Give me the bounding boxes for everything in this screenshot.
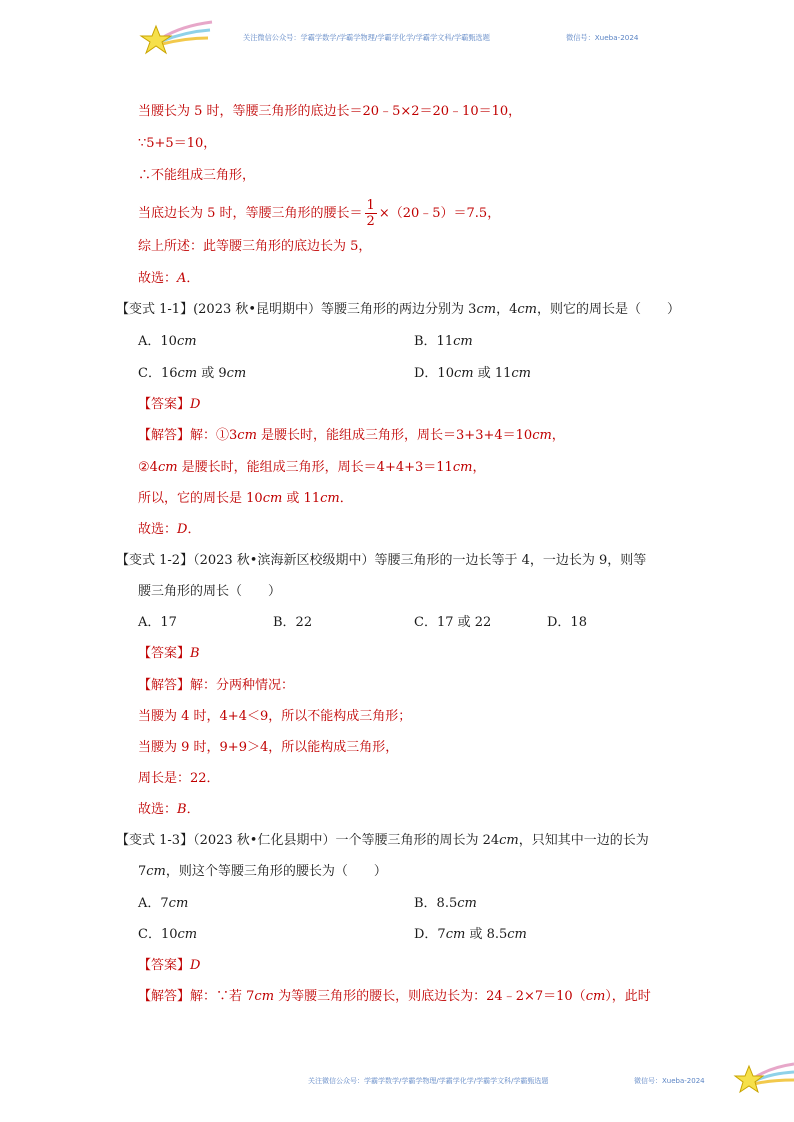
question-tag: 【变式 1-1】 <box>116 302 194 317</box>
question-tag: 【变式 1-2】 <box>116 553 194 568</box>
header-banner-text: 关注微信公众号：学霸学数学/学霸学物理/学霸学化学/学霸学文科/学霸甄选题 <box>243 33 490 42</box>
intro-line-4-suffix: ×（20﹣5）＝7.5， <box>378 206 501 221</box>
unit: cm <box>226 366 247 381</box>
question-1-3-stem-2 <box>138 863 387 881</box>
stem-part: ，则这个等腰三角形的腰长为（ ） <box>165 864 387 879</box>
choice-answer: B <box>177 802 187 817</box>
choice-end: ． <box>186 802 200 817</box>
solution-text: 所以，它的周长是 10 <box>138 491 263 506</box>
stem-part: (2023 秋•昆明期中）等腰三角形的两边分别为 3 <box>193 302 477 317</box>
shooting-star-logo-icon <box>732 1058 794 1098</box>
unit: cm <box>168 896 189 911</box>
unit: cm <box>176 334 197 349</box>
question-1-3-stem-1 <box>116 832 649 850</box>
stem-part: ，4 <box>496 302 518 317</box>
intro-line-2: ∵5+5＝10， <box>138 136 217 151</box>
unit: cm <box>453 334 473 349</box>
answer-line <box>138 645 200 663</box>
stem-part: ，只知其中一边的长为 <box>518 833 649 848</box>
unit: cm <box>177 366 198 381</box>
unit: cm <box>177 927 198 942</box>
solution-line-4: 周长是：22． <box>138 771 220 786</box>
unit: cm <box>237 428 257 443</box>
choice-line <box>138 521 200 539</box>
option-b <box>414 333 473 351</box>
choice-end: ． <box>186 271 200 286</box>
page-header <box>0 0 794 60</box>
unit: cm <box>517 302 537 317</box>
intro-line-1: 当腰长为 5 时，等腰三角形的底边长＝20﹣5×2＝20﹣10＝10， <box>138 104 522 119</box>
intro-line-5: 综上所述：此等腰三角形的底边长为 5， <box>138 239 372 254</box>
unit: cm <box>445 927 466 942</box>
solution-text: 解：分两种情况： <box>190 678 295 693</box>
solution-text: 或 11 <box>282 491 321 506</box>
unit: cm <box>511 366 531 381</box>
solution-line-2 <box>138 459 485 477</box>
solution-text: ， <box>551 428 565 443</box>
unit: cm <box>457 896 477 911</box>
solution-text: ． <box>339 491 353 506</box>
question-1-1-stem <box>116 301 680 319</box>
question-1-2-stem-2: 腰三角形的周长（ ） <box>138 584 282 599</box>
solution-text: ②4 <box>138 460 158 475</box>
unit: cm <box>320 491 340 506</box>
option-b <box>414 895 477 913</box>
stem-part: （2023 秋•仁化县期中）一个等腰三角形的周长为 24 <box>193 833 500 848</box>
solution-label: 【解答】 <box>138 428 191 443</box>
option-d <box>414 926 527 944</box>
unit: cm <box>453 366 474 381</box>
option-text: 或 11 <box>473 366 512 381</box>
answer-label: 【答案】 <box>138 397 191 412</box>
intro-line-3: ∴不能组成三角形， <box>138 168 256 183</box>
option-a: A．17 <box>138 615 177 630</box>
option-b: B．22 <box>273 615 313 630</box>
option-text: D．10 <box>414 366 454 381</box>
answer-label: 【答案】 <box>138 958 191 973</box>
option-text: D．7 <box>414 927 446 942</box>
solution-line-1 <box>138 427 565 445</box>
solution-text: ），此时 <box>605 989 651 1004</box>
shooting-star-logo-icon <box>138 18 214 60</box>
answer-line <box>138 396 200 414</box>
stem-part: ，则它的周长是（ ） <box>536 302 680 317</box>
fraction-denominator: 2 <box>366 214 375 229</box>
solution-text: 解：∵若 7 <box>190 989 255 1004</box>
solution-line-1 <box>138 677 294 695</box>
stem-part: （2023 秋•滨海新区校级期中）等腰三角形的一边长等于 4，一边长为 9，则等 <box>193 553 647 568</box>
option-text: A．7 <box>138 896 169 911</box>
option-c: C．17 或 22 <box>414 615 492 630</box>
choice-answer: D <box>177 522 188 537</box>
question-tag: 【变式 1-3】 <box>116 833 194 848</box>
unit: cm <box>499 833 519 848</box>
option-text: C．16 <box>138 366 178 381</box>
footer-banner-text: 关注微信公众号：学霸学数学/学霸学物理/学霸学化学/学霸学文科/学霸甄选题 <box>308 1077 549 1085</box>
option-d <box>414 365 531 383</box>
option-text: B．8.5 <box>414 896 458 911</box>
option-c <box>138 926 197 944</box>
option-a <box>138 895 188 913</box>
option-text: 或 9 <box>197 366 227 381</box>
stem-part: 7 <box>138 864 147 879</box>
solution-line-3: 当腰为 9 时，9+9＞4，所以能构成三角形， <box>138 740 399 755</box>
fraction-numerator: 1 <box>366 198 375 213</box>
solution-text: 为等腰三角形的腰长，则底边长为：24﹣2×7＝10（ <box>274 989 586 1004</box>
unit: cm <box>146 864 166 879</box>
option-d: D．18 <box>547 615 587 630</box>
solution-text: 是腰长时，能组成三角形，周长＝4+4+3＝11 <box>177 460 453 475</box>
option-text: A．10 <box>138 334 177 349</box>
unit: cm <box>254 989 275 1004</box>
intro-choice-line <box>138 270 199 288</box>
solution-text: 解：①3 <box>190 428 238 443</box>
fraction-one-half <box>365 199 377 228</box>
unit: cm <box>507 927 527 942</box>
answer-label: 【答案】 <box>138 646 191 661</box>
choice-answer: A <box>177 271 187 286</box>
unit: cm <box>532 428 552 443</box>
option-text: C．10 <box>138 927 178 942</box>
solution-text: ， <box>472 460 486 475</box>
header-wechat-id: 微信号：Xueba-2024 <box>566 33 639 42</box>
unit: cm <box>585 989 606 1004</box>
solution-line-2: 当腰为 4 时，4+4＜9，所以不能构成三角形； <box>138 709 412 724</box>
solution-label: 【解答】 <box>138 989 191 1004</box>
unit: cm <box>452 460 473 475</box>
option-text: B．11 <box>414 334 454 349</box>
intro-line-4 <box>138 199 500 228</box>
unit: cm <box>262 491 283 506</box>
option-text: 或 8.5 <box>465 927 508 942</box>
option-c <box>138 365 246 383</box>
solution-line-3 <box>138 490 353 508</box>
choice-prefix: 故选： <box>138 522 178 537</box>
footer-wechat-id: 微信号：Xueba-2024 <box>634 1077 705 1085</box>
solution-text: 是腰长时，能组成三角形，周长＝3+3+4＝10 <box>256 428 533 443</box>
choice-prefix: 故选： <box>138 271 178 286</box>
question-1-2-stem-1 <box>116 552 646 570</box>
answer-value: D <box>190 397 201 412</box>
choice-line <box>138 801 200 819</box>
solution-label: 【解答】 <box>138 678 191 693</box>
solution-line-1 <box>138 988 651 1006</box>
unit: cm <box>476 302 497 317</box>
answer-line <box>138 957 200 975</box>
answer-value: D <box>190 958 201 973</box>
unit: cm <box>157 460 178 475</box>
choice-end: ． <box>187 522 201 537</box>
choice-prefix: 故选： <box>138 802 178 817</box>
intro-line-4-prefix: 当底边长为 5 时，等腰三角形的腰长＝ <box>138 206 363 221</box>
option-a <box>138 333 197 351</box>
answer-value: B <box>190 646 200 661</box>
